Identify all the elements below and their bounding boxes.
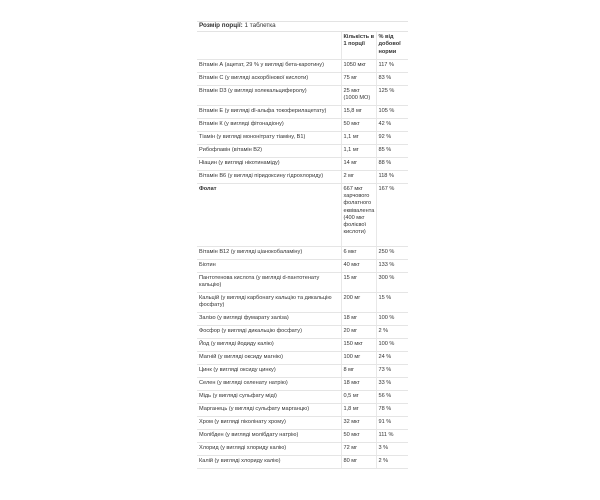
nutrient-amount: 0,5 мг xyxy=(341,391,376,404)
table-row xyxy=(197,326,408,339)
nutrient-name: Залізо (у вигляді фумарату заліза) xyxy=(197,313,341,326)
nutrient-name: Мідь (у вигляді сульфату міді) xyxy=(197,391,341,404)
nutrient-column-header xyxy=(197,32,341,60)
table-row xyxy=(197,119,408,132)
nutrient-amount: 18 мкг xyxy=(341,378,376,391)
table-row xyxy=(197,273,408,293)
table-row xyxy=(197,417,408,430)
nutrient-name: Хлорид (у вигляді хлориду калію) xyxy=(197,443,341,456)
supplement-facts-panel xyxy=(197,21,408,469)
table-row xyxy=(197,293,408,313)
nutrient-name: Калій (у вигляді хлориду калію) xyxy=(197,456,341,469)
nutrient-name: Марганець (у вигляді сульфату марганцю) xyxy=(197,404,341,417)
nutrient-daily-value: 111 % xyxy=(376,430,408,443)
nutrient-amount: 1,8 мг xyxy=(341,404,376,417)
nutrient-daily-value: 118 % xyxy=(376,171,408,184)
nutrient-table xyxy=(197,32,408,469)
nutrient-amount: 18 мг xyxy=(341,313,376,326)
nutrient-name: Вітамін В12 (у вигляді ціанокобаламіну) xyxy=(197,247,341,260)
nutrient-name: Магній (у вигляді оксиду магнію) xyxy=(197,352,341,365)
table-row xyxy=(197,378,408,391)
nutrient-daily-value: 78 % xyxy=(376,404,408,417)
table-row xyxy=(197,430,408,443)
nutrient-name: Цинк (у вигляді оксиду цинку) xyxy=(197,365,341,378)
nutrient-name: Біотин xyxy=(197,260,341,273)
nutrient-amount: 40 мкг xyxy=(341,260,376,273)
nutrient-amount: 25 мкг (1000 МО) xyxy=(341,86,376,106)
nutrient-amount: 50 мкг xyxy=(341,119,376,132)
nutrient-amount: 80 мг xyxy=(341,456,376,469)
nutrient-amount: 50 мкг xyxy=(341,430,376,443)
amount-column-header: Кількість в 1 порції xyxy=(341,32,376,60)
nutrient-name: Хром (у вигляді піколінату хрому) xyxy=(197,417,341,430)
table-row xyxy=(197,247,408,260)
nutrient-name: Молібден (у вигляді молібдату натрію) xyxy=(197,430,341,443)
nutrient-daily-value: 56 % xyxy=(376,391,408,404)
nutrient-amount: 75 мг xyxy=(341,73,376,86)
nutrient-daily-value: 73 % xyxy=(376,365,408,378)
nutrient-daily-value: 83 % xyxy=(376,73,408,86)
table-row xyxy=(197,260,408,273)
nutrient-name: Вітамін А (ацетат, 29 % у вигляді бета-каротину) xyxy=(197,60,341,73)
table-row xyxy=(197,132,408,145)
table-row xyxy=(197,73,408,86)
nutrient-daily-value: 24 % xyxy=(376,352,408,365)
table-row xyxy=(197,456,408,469)
nutrient-daily-value: 125 % xyxy=(376,86,408,106)
nutrient-amount: 15,8 мг xyxy=(341,106,376,119)
daily-value-column-header: % від добової норми xyxy=(376,32,408,60)
nutrient-name: Вітамін К (у вигляді фітонадіону) xyxy=(197,119,341,132)
nutrient-name: Вітамін D3 (у вигляді холекальциферолу) xyxy=(197,86,341,106)
nutrient-daily-value: 105 % xyxy=(376,106,408,119)
nutrient-daily-value: 88 % xyxy=(376,158,408,171)
table-row xyxy=(197,391,408,404)
nutrient-amount: 8 мг xyxy=(341,365,376,378)
table-row xyxy=(197,339,408,352)
nutrient-daily-value: 2 % xyxy=(376,456,408,469)
nutrient-name: Фосфор (у вигляді дикальцію фосфату) xyxy=(197,326,341,339)
nutrient-amount: 14 мг xyxy=(341,158,376,171)
nutrient-daily-value: 42 % xyxy=(376,119,408,132)
nutrient-amount: 72 мг xyxy=(341,443,376,456)
table-row xyxy=(197,313,408,326)
nutrient-amount: 1,1 мг xyxy=(341,145,376,158)
nutrient-daily-value: 117 % xyxy=(376,60,408,73)
nutrient-amount: 200 мг xyxy=(341,293,376,313)
table-row xyxy=(197,443,408,456)
nutrient-daily-value: 250 % xyxy=(376,247,408,260)
nutrient-amount: 2 мг xyxy=(341,171,376,184)
nutrient-daily-value: 85 % xyxy=(376,145,408,158)
table-row xyxy=(197,404,408,417)
nutrient-name: Вітамін В6 (у вигляді піридоксину гідрохлориду) xyxy=(197,171,341,184)
nutrient-daily-value: 33 % xyxy=(376,378,408,391)
table-row xyxy=(197,352,408,365)
nutrient-name: Йод (у вигляді йодиду калію) xyxy=(197,339,341,352)
nutrient-name: Ніацин (у вигляді нікотинаміду) xyxy=(197,158,341,171)
nutrient-daily-value: 3 % xyxy=(376,443,408,456)
nutrient-amount: 1050 мкг xyxy=(341,60,376,73)
nutrient-amount: 150 мкг xyxy=(341,339,376,352)
table-row xyxy=(197,145,408,158)
nutrient-daily-value: 167 % xyxy=(376,184,408,247)
nutrient-amount: 6 мкг xyxy=(341,247,376,260)
table-row xyxy=(197,184,408,247)
nutrient-daily-value: 15 % xyxy=(376,293,408,313)
nutrient-amount: 100 мг xyxy=(341,352,376,365)
nutrient-name: Тіамін (у вигляді мононітрату тіаміну, B1) xyxy=(197,132,341,145)
table-row xyxy=(197,86,408,106)
nutrient-daily-value: 100 % xyxy=(376,313,408,326)
nutrient-name: Рибофлавін (вітамін В2) xyxy=(197,145,341,158)
nutrient-name: Фолат xyxy=(197,184,341,247)
nutrient-daily-value: 2 % xyxy=(376,326,408,339)
table-row xyxy=(197,365,408,378)
serving-size-label: Розмір порції: xyxy=(199,22,243,29)
nutrient-amount: 667 мкг харчового фолатного еквівалента (400 мкг фолієвої кислоти) xyxy=(341,184,376,247)
nutrient-amount: 20 мг xyxy=(341,326,376,339)
nutrient-amount: 15 мг xyxy=(341,273,376,293)
table-row xyxy=(197,171,408,184)
table-row xyxy=(197,106,408,119)
serving-size-line xyxy=(197,21,408,32)
nutrient-name: Вітамін Е (у вигляді dl-альфа токоферилацетату) xyxy=(197,106,341,119)
nutrient-amount: 1,1 мг xyxy=(341,132,376,145)
nutrient-daily-value: 300 % xyxy=(376,273,408,293)
nutrient-daily-value: 100 % xyxy=(376,339,408,352)
nutrient-name: Пантотенова кислота (у вигляді d-пантотенату кальцію) xyxy=(197,273,341,293)
table-row xyxy=(197,158,408,171)
nutrient-name: Кальцій (у вигляді карбонату кальцію та дикальцію фосфату) xyxy=(197,293,341,313)
nutrient-rows xyxy=(197,60,408,469)
serving-size-value: 1 таблетка xyxy=(244,22,276,29)
nutrient-amount: 32 мкг xyxy=(341,417,376,430)
nutrient-daily-value: 133 % xyxy=(376,260,408,273)
table-row xyxy=(197,60,408,73)
table-header-row xyxy=(197,32,408,60)
nutrient-daily-value: 91 % xyxy=(376,417,408,430)
nutrient-name: Вітамін С (у вигляді аскорбінової кислоти) xyxy=(197,73,341,86)
nutrient-name: Селен (у вигляді селенату натрію) xyxy=(197,378,341,391)
nutrient-daily-value: 92 % xyxy=(376,132,408,145)
